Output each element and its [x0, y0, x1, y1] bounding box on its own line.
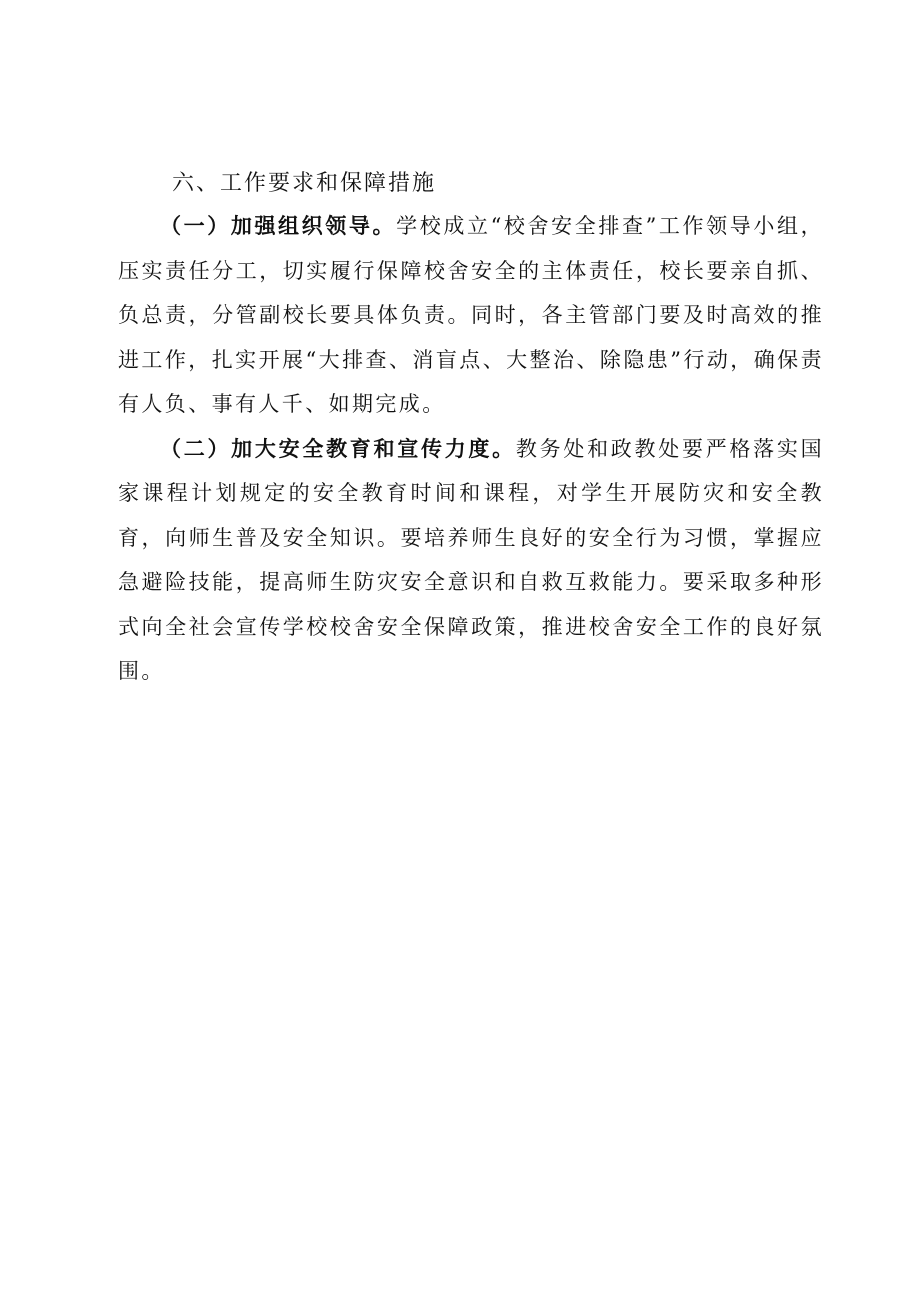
document-page [118, 164, 824, 694]
paragraph-lead: （一）加强组织领导。 [160, 213, 397, 238]
paragraph-organization-leadership [118, 204, 824, 427]
paragraph-lead: （二）加大安全教育和宣传力度。 [160, 435, 516, 461]
paragraph-safety-education [118, 427, 824, 694]
paragraph-body: 学校成立“校舍安全排查”工作领导小组，压实责任分工，切实履行保障校舍安全的主体责任，校长要亲自抓、负总责，分管副校长要具体负责。同时，各主管部门要及时高效的推进工作，扎实开展“大排查、消盲点、大整治、除隐患”行动，确保责有人负、事有人千、如期完成。 [118, 214, 825, 416]
section-heading: 六、工作要求和保障措施 [172, 171, 437, 196]
paragraph-body: 教务处和政教处要严格落实国家课程计划规定的安全教育时间和课程，对学生开展防灾和安全教育，向师生普及安全知识。要培养师生良好的安全行为习惯，掌握应急避险技能，提高师生防灾安全意识和自救互救能力。要采取多种形式向全社会宣传学校校舍安全保障政策，推进校舍安全工作的良好氛围。 [118, 436, 824, 683]
